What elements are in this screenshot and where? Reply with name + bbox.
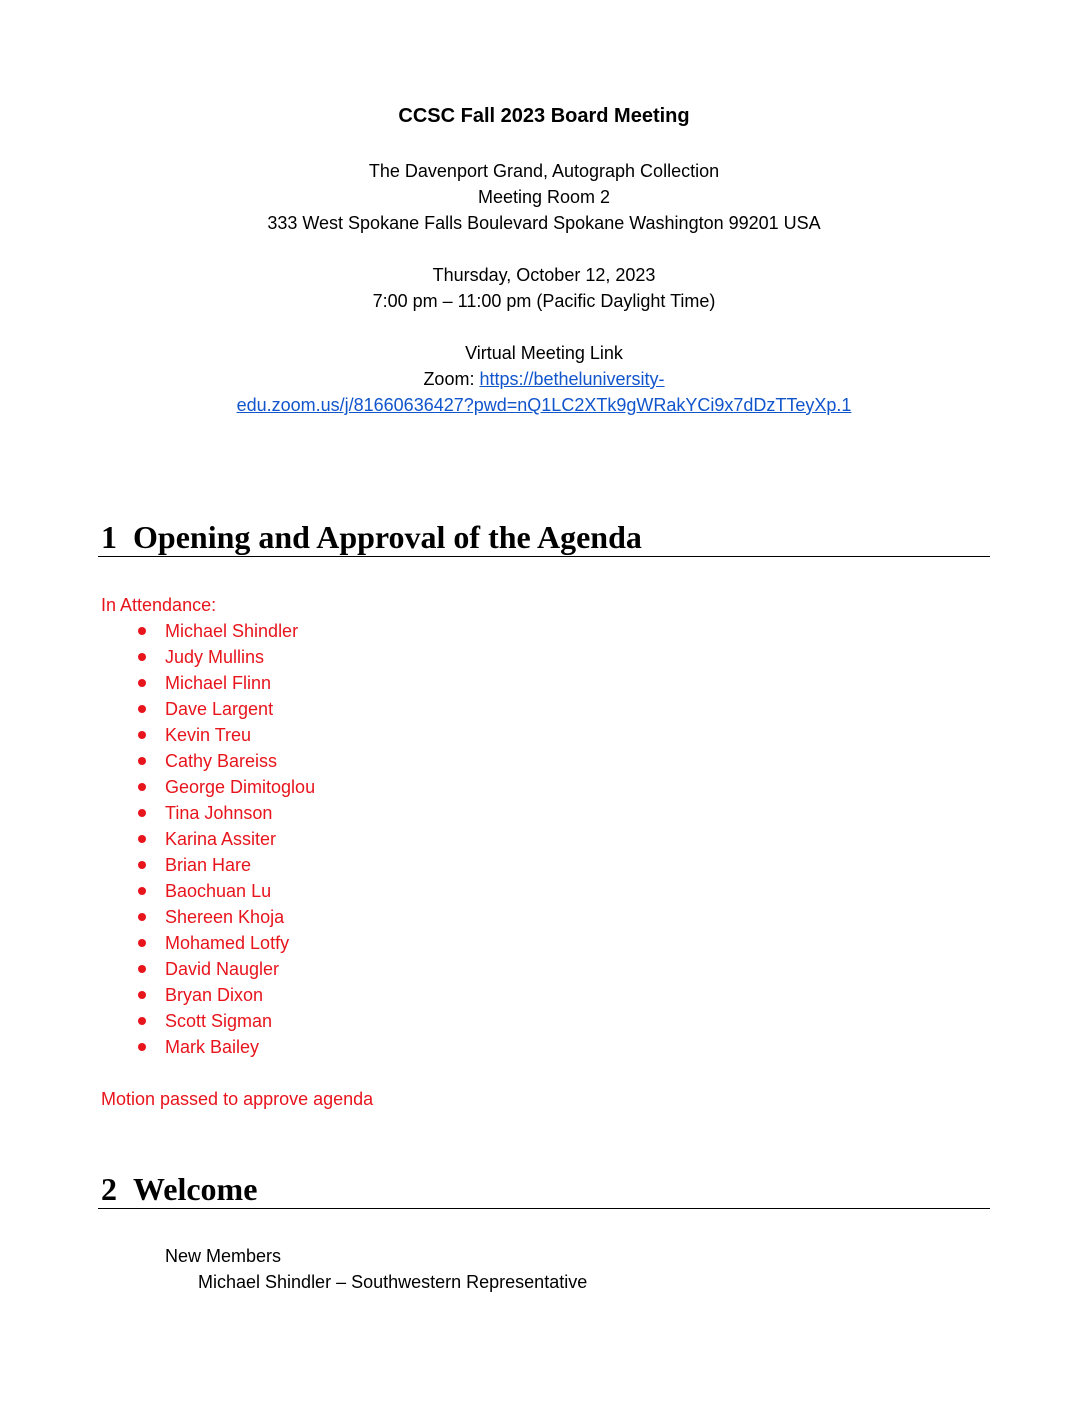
list-item	[101, 1034, 315, 1060]
bullet-icon	[138, 835, 146, 843]
bullet-icon	[138, 913, 146, 921]
bullet-icon	[138, 627, 146, 635]
list-item	[101, 696, 315, 722]
list-item	[101, 878, 315, 904]
virtual-block	[0, 340, 1088, 418]
new-members-label: New Members	[165, 1246, 282, 1266]
zoom-prefix: Zoom:	[423, 369, 480, 389]
attendee-name: Scott Sigman	[165, 1011, 273, 1031]
bullet-icon	[138, 887, 146, 895]
section-number: 1	[101, 519, 117, 555]
bullet-icon	[138, 939, 146, 947]
attendee-name: Dave Largent	[165, 699, 274, 719]
zoom-link-line2-wrapper	[0, 392, 1088, 418]
attendee-name: David Naugler	[165, 959, 280, 979]
bullet-icon	[138, 809, 146, 817]
list-item	[101, 774, 315, 800]
bullet-icon	[138, 679, 146, 687]
bullet-icon	[138, 731, 146, 739]
bullet-icon	[138, 861, 146, 869]
bullet-icon	[138, 653, 146, 661]
list-item	[101, 1008, 315, 1034]
list-item	[101, 644, 315, 670]
venue-name: The Davenport Grand, Autograph Collection	[368, 161, 720, 181]
bullet-icon	[138, 965, 146, 973]
venue-address: 333 West Spokane Falls Boulevard Spokane Washington 99201 USA	[267, 213, 821, 233]
attendee-name: George Dimitoglou	[165, 777, 316, 797]
new-member-entry: Michael Shindler – Southwestern Representative	[198, 1272, 588, 1292]
attendance-label: In Attendance:	[101, 595, 217, 615]
zoom-link-part2[interactable]: edu.zoom.us/j/81660636427?pwd=nQ1LC2XTk9gWRakYCi9x7dDzTTeyXp.1	[236, 395, 852, 415]
attendee-name: Bryan Dixon	[165, 985, 264, 1005]
attendee-name: Brian Hare	[165, 855, 252, 875]
bullet-icon	[138, 1017, 146, 1025]
meeting-date: Thursday, October 12, 2023	[432, 265, 656, 285]
bullet-icon	[138, 783, 146, 791]
list-item	[101, 670, 315, 696]
bullet-icon	[138, 705, 146, 713]
attendee-name: Michael Flinn	[165, 673, 272, 693]
section-heading-opening	[98, 518, 990, 557]
motion-note: Motion passed to approve agenda	[101, 1089, 374, 1109]
list-item	[101, 930, 315, 956]
list-item	[101, 852, 315, 878]
list-item	[101, 956, 315, 982]
list-item	[101, 748, 315, 774]
attendee-name: Shereen Khoja	[165, 907, 285, 927]
zoom-link-part1[interactable]: https://betheluniversity-	[479, 369, 665, 389]
list-item	[101, 800, 315, 826]
section-title: Welcome	[133, 1171, 258, 1207]
zoom-line	[0, 366, 1088, 392]
attendee-name: Baochuan Lu	[165, 881, 272, 901]
attendee-name: Michael Shindler	[165, 621, 299, 641]
attendee-list	[101, 618, 315, 1060]
list-item	[101, 826, 315, 852]
section-title: Opening and Approval of the Agenda	[133, 519, 642, 555]
datetime-block	[0, 262, 1088, 314]
attendee-name: Judy Mullins	[165, 647, 265, 667]
meeting-room: Meeting Room 2	[477, 187, 611, 207]
attendee-name: Kevin Treu	[165, 725, 252, 745]
bullet-icon	[138, 991, 146, 999]
meeting-time: 7:00 pm – 11:00 pm (Pacific Daylight Time)	[372, 291, 716, 311]
attendee-name: Cathy Bareiss	[165, 751, 278, 771]
attendee-name: Karina Assiter	[165, 829, 277, 849]
list-item	[101, 722, 315, 748]
list-item	[101, 982, 315, 1008]
attendee-name: Mark Bailey	[165, 1037, 260, 1057]
attendee-name: Mohamed Lotfy	[165, 933, 290, 953]
section-number: 2	[101, 1171, 117, 1207]
section-heading-welcome	[98, 1170, 990, 1209]
virtual-meeting-label: Virtual Meeting Link	[465, 343, 623, 363]
bullet-icon	[138, 757, 146, 765]
venue-block	[0, 158, 1088, 236]
bullet-icon	[138, 1043, 146, 1051]
meeting-title: CCSC Fall 2023 Board Meeting	[398, 105, 690, 127]
list-item	[101, 904, 315, 930]
attendee-name: Tina Johnson	[165, 803, 273, 823]
list-item	[101, 618, 315, 644]
